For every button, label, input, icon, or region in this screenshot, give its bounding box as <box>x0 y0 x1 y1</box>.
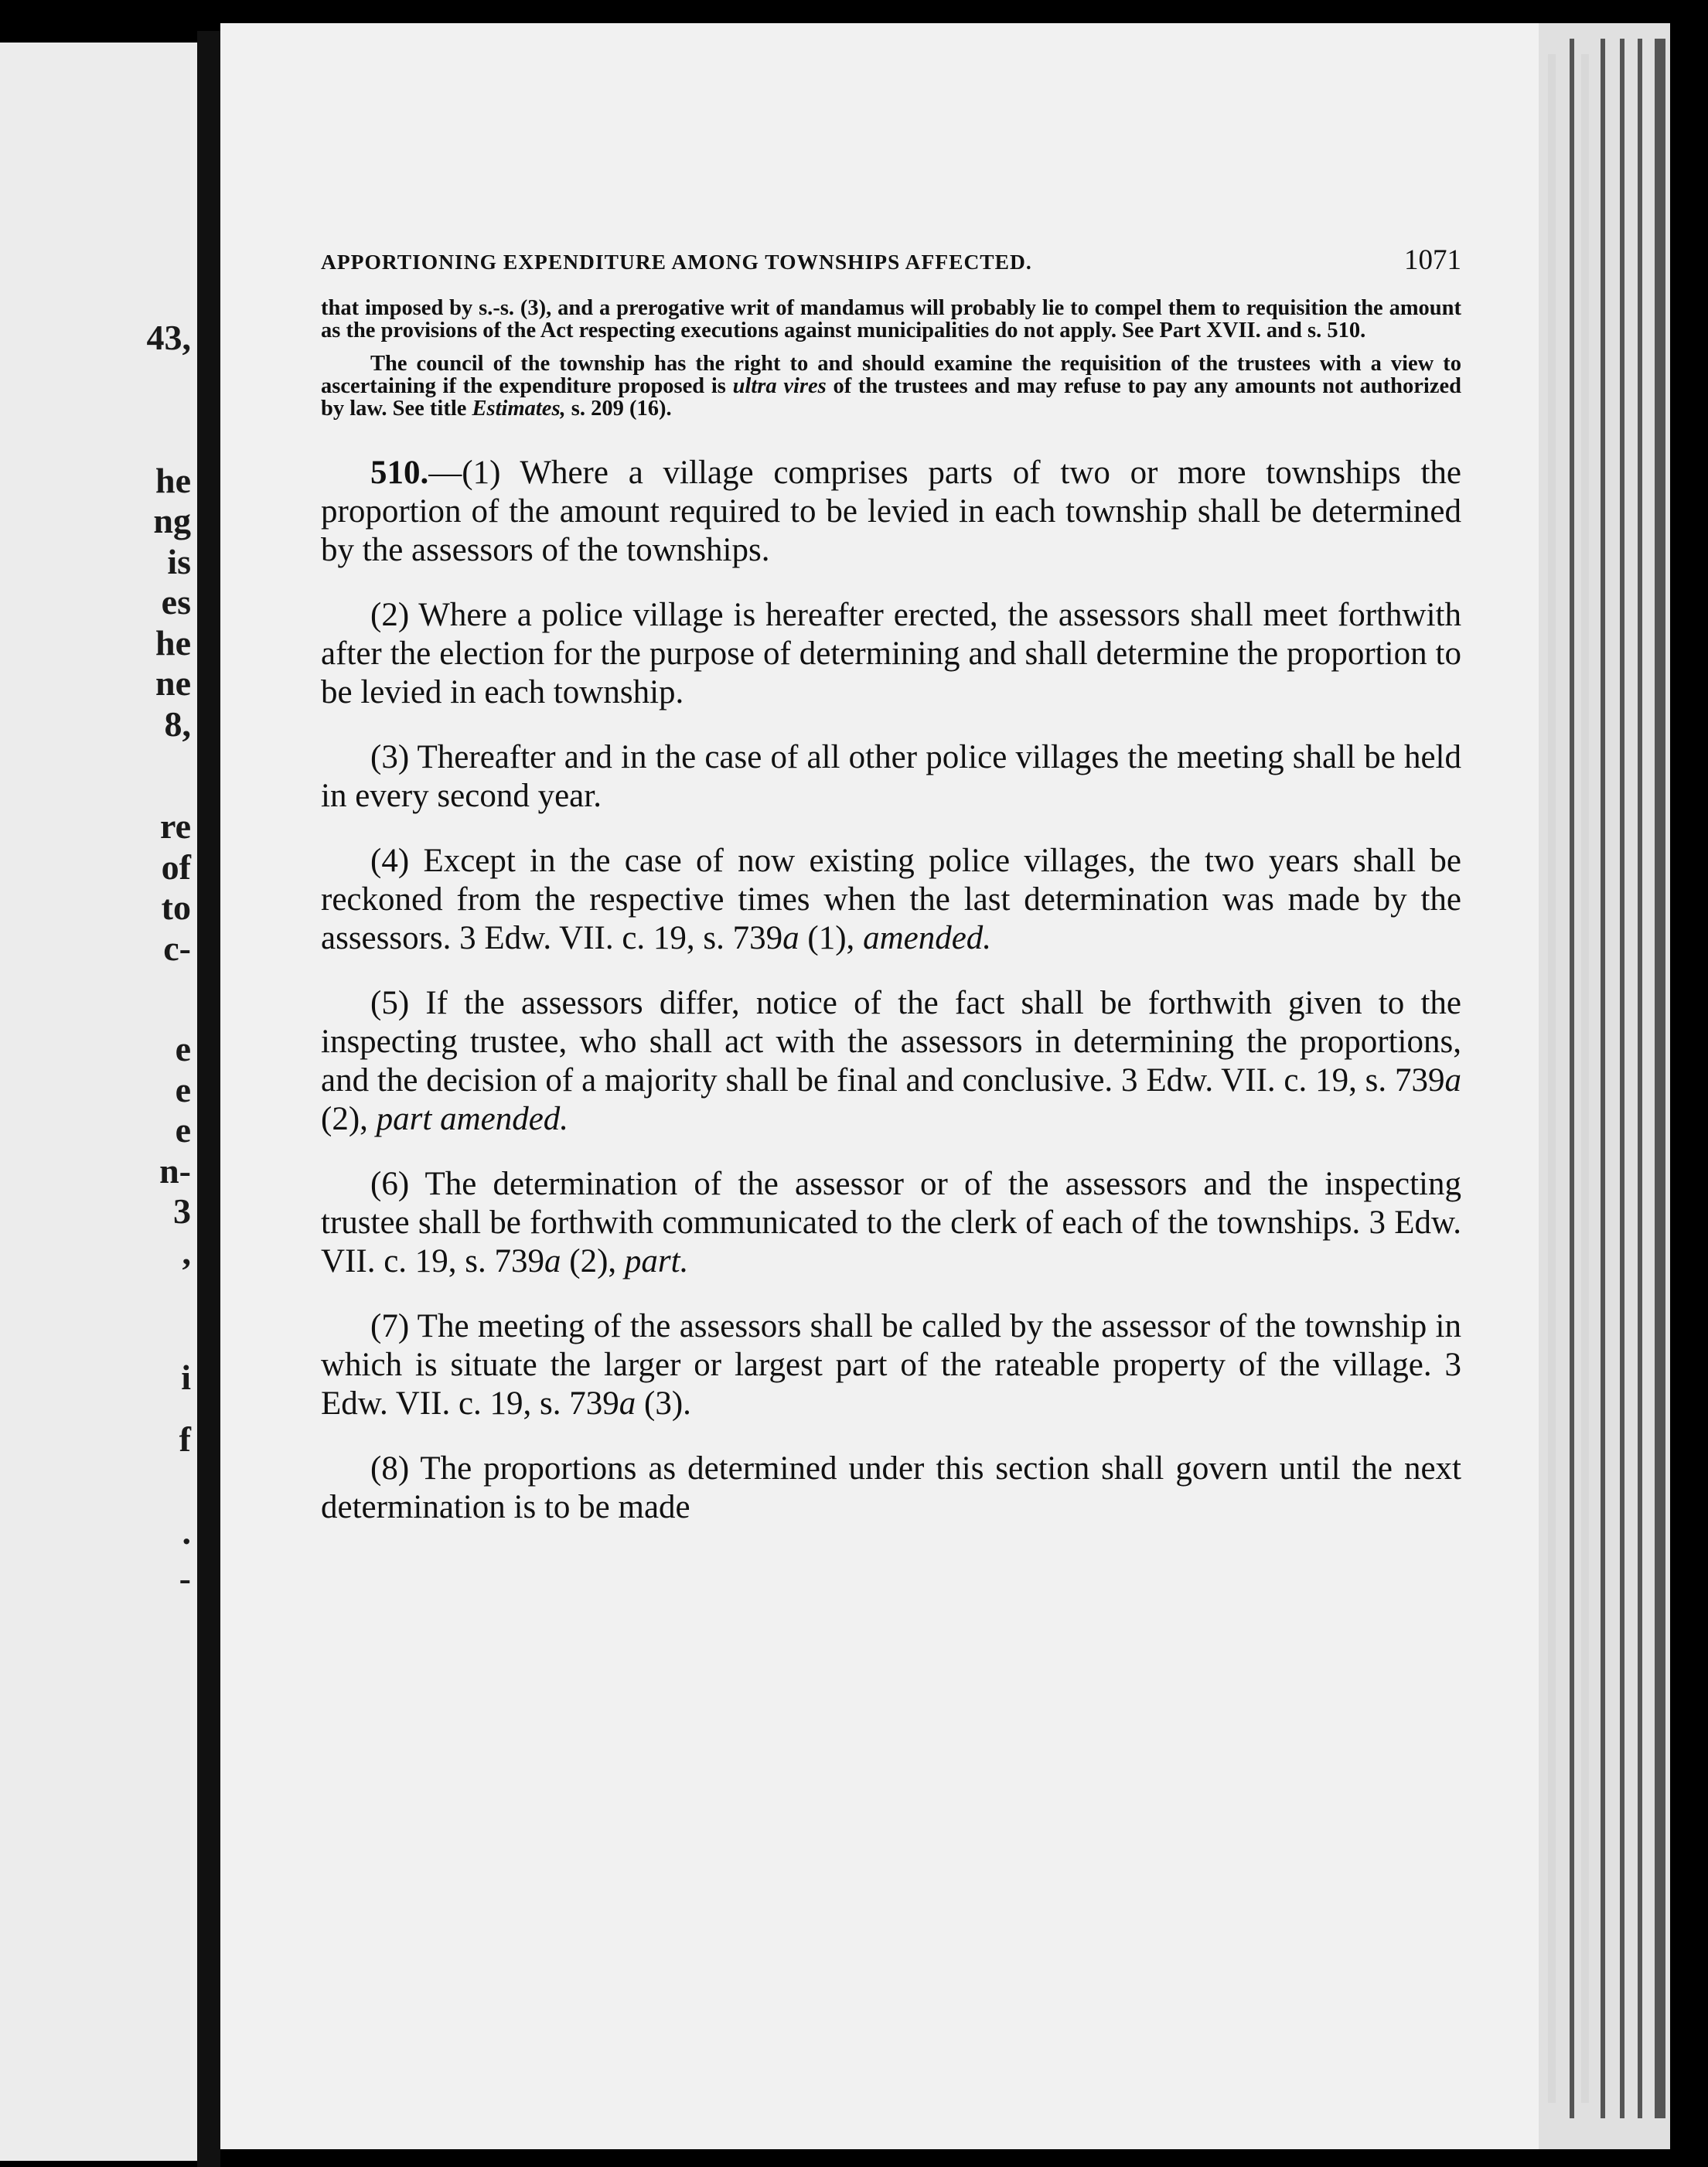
footnote-text: The council of the township has the right to and should examine the requisition of the trustees with a view to ascertaining if the expenditure proposed is <box>321 352 1461 398</box>
footnote-continued: that imposed by s.-s. (3), and a prerogative writ of mandamus will probably lie to compel them to requisition the amount as the provisions of the Act respecting executions against municipalities do not apply. See Part XVII. and s. 510. <box>321 296 1461 342</box>
section-paragraph-7 <box>321 1307 1461 1423</box>
page-edge <box>1601 39 1605 2118</box>
left-facing-page <box>0 43 197 2161</box>
citation-text: (1), <box>799 920 864 956</box>
page-number: 1071 <box>1404 244 1461 276</box>
left-page-fragment: he <box>155 623 191 663</box>
left-page-fragment: n- <box>159 1151 191 1191</box>
left-page-fragment: f <box>179 1419 191 1459</box>
section-paragraph-8: (8) The proportions as determined under this section shall govern until the next determination is to be made <box>321 1450 1461 1525</box>
footnote-italic: Estimates, <box>472 397 566 421</box>
main-page <box>220 23 1539 2149</box>
left-page-fragment: e <box>175 1110 191 1150</box>
page-edge <box>1638 39 1642 2118</box>
citation-letter: a <box>1444 1062 1461 1099</box>
left-page-fragment: . <box>182 1512 191 1552</box>
section-paragraph-2: (2) Where a police village is hereafter erected, the assessors shall meet forthwith after the election for the purpose of determining and shall determine the proportion to be levied in each township. <box>321 597 1461 710</box>
section-number: 510. <box>370 455 429 491</box>
left-page-fragment: of <box>161 847 191 887</box>
left-page-fragment: e <box>175 1070 191 1109</box>
paragraph-text: (6) The determination of the assessor or of the assessors and the inspecting trustee shall be forthwith communicated to the clerk of each of the townships. 3 Edw. VII. c. 19, s. 739 <box>321 1166 1461 1279</box>
footnote-text: of the trustees and may refuse to pay any amounts not authorized by law. See title <box>321 374 1461 421</box>
citation-letter: a <box>544 1243 561 1279</box>
section-paragraph-1 <box>321 454 1461 570</box>
page-edge <box>1581 54 1589 2103</box>
left-page-fragment: to <box>161 888 191 927</box>
left-page-fragment: 3 <box>173 1191 191 1231</box>
left-page-fragment: 8, <box>164 704 191 744</box>
page-edge <box>1655 39 1665 2118</box>
left-page-fragment: he <box>155 461 191 500</box>
citation-note: part. <box>624 1243 689 1279</box>
running-head <box>321 244 1461 277</box>
citation-letter: a <box>619 1385 636 1422</box>
left-page-fragment: ne <box>155 663 191 703</box>
left-page-fragment: c- <box>163 928 191 968</box>
page-edge <box>1620 39 1624 2118</box>
citation-note: amended. <box>863 920 992 956</box>
paragraph-text: (4) Except in the case of now existing police villages, the two years shall be reckoned from the respective times when the last determination was made by the assessors. 3 Edw. VII. c. 19, s. 739 <box>321 843 1461 956</box>
footnote-council <box>321 353 1461 420</box>
left-page-fragment: - <box>179 1559 191 1598</box>
page-stack-edges <box>1539 23 1670 2149</box>
citation-text: (2), <box>321 1101 377 1137</box>
footnote-italic: ultra vires <box>732 374 827 398</box>
running-head-title: APPORTIONING EXPENDITURE AMONG TOWNSHIPS AFFECTED. <box>321 250 1032 274</box>
left-page-fragment: e <box>175 1029 191 1068</box>
citation-text: (3). <box>636 1385 691 1422</box>
left-page-fragment: es <box>161 582 191 622</box>
citation-letter: a <box>782 920 799 956</box>
page-content <box>321 244 1461 1553</box>
paragraph-text: —(1) Where a village comprises parts of two or more townships the proportion of the amount required to be levied in each township shall be determined by the assessors of the townships. <box>321 455 1461 568</box>
section-paragraph-6 <box>321 1165 1461 1281</box>
section-paragraph-5 <box>321 984 1461 1139</box>
page-edge <box>1548 54 1556 2103</box>
paragraph-text: (5) If the assessors differ, notice of the fact shall be forthwith given to the inspecting trustee, who shall act with the assessors in determining the proportions, and the decision of a majority shall be final and conclusive. 3 Edw. VII. c. 19, s. 739 <box>321 985 1461 1099</box>
left-page-fragment: , <box>182 1232 191 1272</box>
left-page-fragment: ng <box>153 501 191 540</box>
section-paragraph-3: (3) Thereafter and in the case of all other police villages the meeting shall be held in every second year. <box>321 739 1461 814</box>
left-page-fragment: re <box>159 806 191 846</box>
left-page-fragment: is <box>167 542 191 581</box>
paragraph-text: (7) The meeting of the assessors shall be called by the assessor of the township in which is situate the larger or largest part of the rateable property of the village. 3 Edw. VII. c. 19, s. 739 <box>321 1308 1461 1422</box>
section-paragraph-4 <box>321 842 1461 958</box>
citation-text: (2), <box>561 1243 625 1279</box>
footnote-text: s. 209 (16). <box>571 397 672 421</box>
citation-note: part amended. <box>376 1101 569 1137</box>
left-page-fragment: i <box>181 1358 191 1397</box>
left-page-fragment: 43, <box>146 318 191 357</box>
page-edge <box>1570 39 1574 2118</box>
book-gutter <box>197 31 220 2167</box>
